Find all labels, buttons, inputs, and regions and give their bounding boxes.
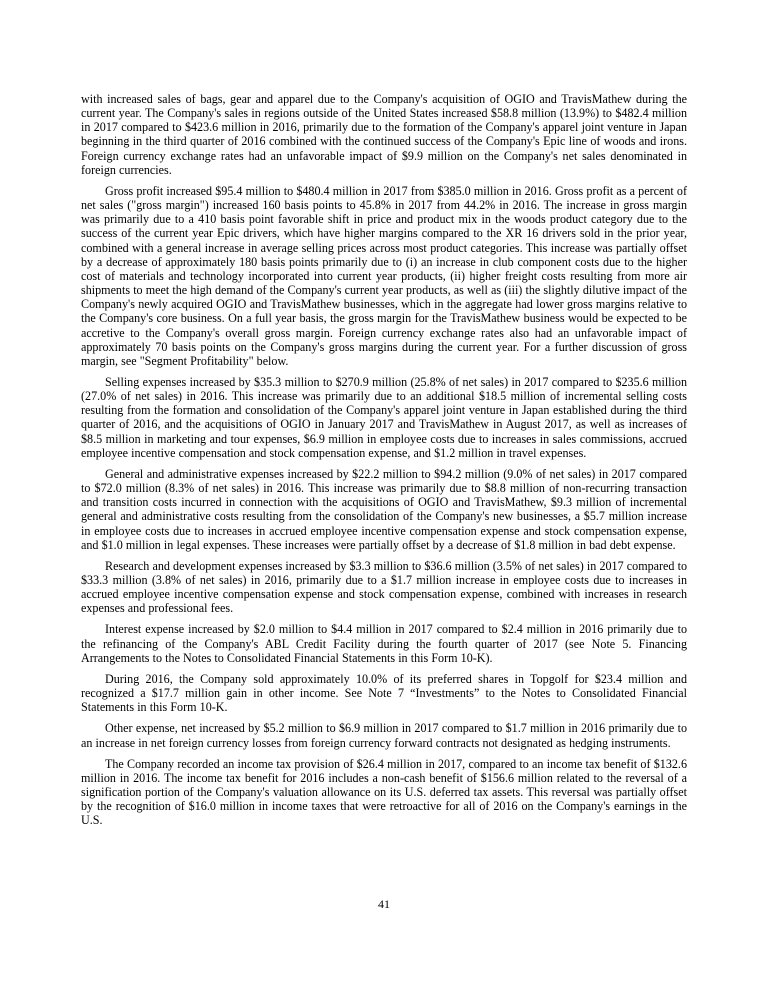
- paragraph-interest-expense: Interest expense increased by $2.0 million to $4.4 million in 2017 compared to $2.4 million in 2016 primarily due to the refinancing of the Company's ABL Credit Facility during the fourth quarter of 2017 (see Note 5. Financing Arrangements to the Notes to Consolidated Financial Statements in this Form 10-K).: [81, 622, 687, 665]
- paragraph-net-sales-continuation: with increased sales of bags, gear and apparel due to the Company's acquisition of OGIO and TravisMathew during the current year. The Company's sales in regions outside of the United States increased $58.8 million (13.9%) to $482.4 million in 2017 compared to $423.6 million in 2016, primarily due to the formation of the Company's apparel joint venture in Japan beginning in the third quarter of 2016 combined with the continued success of the Company's Epic line of woods and irons. Foreign currency exchange rates had an unfavorable impact of $9.9 million on the Company's net sales denominated in foreign currencies.: [81, 92, 687, 177]
- paragraph-other-expense: Other expense, net increased by $5.2 million to $6.9 million in 2017 compared to $1.7 million in 2016 primarily due to an increase in net foreign currency losses from foreign currency forward contracts not designated as hedging instruments.: [81, 721, 687, 750]
- paragraph-topgolf-shares: During 2016, the Company sold approximately 10.0% of its preferred shares in Topgolf for $23.4 million and recognized a $17.7 million gain in other income. See Note 7 “Investments” to the Notes to Consolidated Financial Statements in this Form 10-K.: [81, 671, 687, 715]
- paragraph-research-development-expenses: Research and development expenses increased by $3.3 million to $36.6 million (3.5% of net sales) in 2017 compared to $33.3 million (3.8% of net sales) in 2016, primarily due to a $1.7 million increase in employee costs due to increases in accrued employee incentive compensation expense and stock compensation expense, combined with increases in research expenses and professional fees.: [81, 558, 687, 616]
- page-body-text: [81, 92, 687, 828]
- paragraph-income-tax: The Company recorded an income tax provision of $26.4 million in 2017, compared to an income tax benefit of $132.6 million in 2016. The income tax benefit for 2016 includes a non-cash benefit of $156.6 million related to the reversal of a signification portion of the Company's valuation allowance on its U.S. deferred tax assets. This reversal was partially offset by the recognition of $16.0 million in income taxes that were retroactive for all of 2016 on the Company's earnings in the U.S.: [81, 756, 687, 828]
- page-number: 41: [378, 897, 390, 911]
- paragraph-general-administrative-expenses: General and administrative expenses increased by $22.2 million to $94.2 million (9.0% of net sales) in 2017 compared to $72.0 million (8.3% of net sales) in 2016. This increase was primarily due to $8.8 million of non-recurring transaction and transition costs incurred in connection with the acquisitions of OGIO and TravisMathew, $9.3 million of incremental general and administrative costs resulting from the consolidation of the Company's new businesses, a $5.7 million increase in employee costs due to increases in accrued employee incentive compensation expense and stock compensation expense, and $1.0 million in legal expenses. These increases were partially offset by a decrease of $1.8 million in bad debt expense.: [81, 466, 687, 552]
- paragraph-gross-profit: Gross profit increased $95.4 million to $480.4 million in 2017 from $385.0 million in 2016. Gross profit as a percent of net sales ("gross margin") increased 160 basis points to 45.8% in 2017 from 44.2% in 2016. The increase in gross margin was primarily due to a 410 basis point favorable shift in price and product mix in the woods product category due to the success of the current year Epic drivers, which have higher margins compared to the XR 16 drivers sold in the prior year, combined with a general increase in average selling prices across most product categories. This increase was partially offset by a decrease of approximately 180 basis points primarily due to (i) an increase in club component costs due to the higher cost of materials and technology incorporated into current year products, (ii) higher freight costs resulting from more air shipments to meet the high demand of the Company's current year products, as well as (iii) the slightly dilutive impact of the Company's newly acquired OGIO and TravisMathew businesses, which in the aggregate had lower gross margins relative to the Company's core business. On a full year basis, the gross margin for the TravisMathew business would be expected to be accretive to the Company's overall gross margin. Foreign currency exchange rates also had an unfavorable impact of approximately 70 basis points on the Company's gross margins during the current year. For a further discussion of gross margin, see "Segment Profitability" below.: [81, 183, 687, 368]
- paragraph-selling-expenses: Selling expenses increased by $35.3 million to $270.9 million (25.8% of net sales) in 2017 compared to $235.6 million (27.0% of net sales) in 2016. This increase was primarily due to an additional $18.5 million of incremental selling costs resulting from the formation and consolidation of the Company's apparel joint venture in Japan established during the third quarter of 2016, and the acquisitions of OGIO in January 2017 and TravisMathew in August 2017, as well as increases of $8.5 million in marketing and tour expenses, $6.9 million in employee costs due to increases in sales commissions, accrued employee incentive compensation and stock compensation expense, and $1.2 million in travel expenses.: [81, 374, 687, 460]
